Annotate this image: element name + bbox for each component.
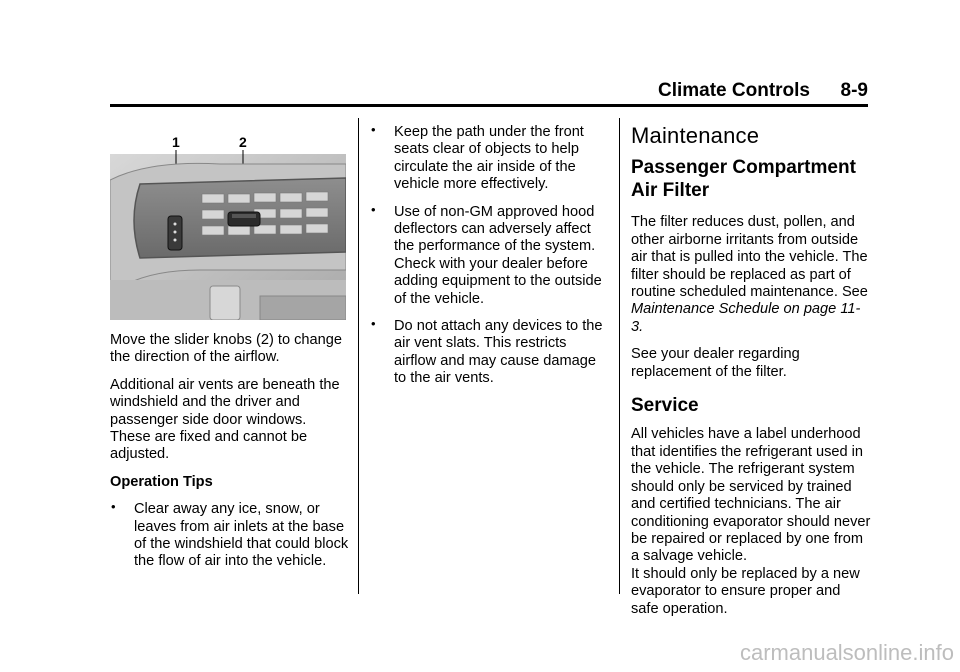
callout-2: 2 xyxy=(239,134,247,150)
column-2 xyxy=(370,124,610,398)
maintenance-heading: Maintenance xyxy=(631,123,760,148)
tips-list-1 xyxy=(110,501,350,571)
slider-paragraph: Move the slider knobs (2) to change the direction of the airflow. xyxy=(110,332,343,366)
bullet-icon: • xyxy=(371,316,376,332)
page-header xyxy=(110,78,868,108)
callout-1: 1 xyxy=(172,134,180,150)
column-divider-2 xyxy=(619,118,620,594)
column-1 xyxy=(110,120,350,581)
additional-vents-paragraph: Additional air vents are beneath the windshield and the driver and passenger side door windows. These are fixed and cannot be adjusted. xyxy=(110,376,340,463)
maintenance-schedule-link[interactable]: Maintenance Schedule on page 11-3. xyxy=(631,301,861,335)
column-3 xyxy=(631,123,871,628)
page-number: 8-9 xyxy=(840,80,868,101)
section-title: Climate Controls xyxy=(657,80,810,101)
service-paragraph: All vehicles have a label underhood that identifies the refrigerant used in the vehicle. The refrigerant system should only be serviced by trained and certified technicians. The air conditioning evaporator should never be repaired or replaced by one from a salvage vehicle. xyxy=(631,426,871,565)
list-item: • Keep the path under the front seats clear of objects to help circulate the air inside of the vehicle more effectively. xyxy=(371,122,584,193)
watermark: carmanualsonline.info xyxy=(739,640,954,665)
air-vent-figure xyxy=(110,120,346,320)
bullet-icon: • xyxy=(371,122,376,137)
bullet-icon: • xyxy=(111,499,116,515)
service-heading: Service xyxy=(631,395,699,417)
list-item: • Do not attach any devices to the air vent slats. This restricts airflow and may cause damage to the air vents. xyxy=(371,316,603,387)
filter-dealer-paragraph: See your dealer regarding replacement of the filter. xyxy=(631,346,800,380)
air-vent-illustration xyxy=(110,120,346,320)
list-item: • Clear away any ice, snow, or leaves from air inlets at the base of the windshield that could block the flow of air into the vehicle. xyxy=(111,499,349,570)
service-paragraph-2: It should only be replaced by a new evaporator to ensure proper and safe operation. xyxy=(631,565,860,617)
operation-tips-heading: Operation Tips xyxy=(110,473,213,490)
filter-paragraph: The filter reduces dust, pollen, and other airborne irritants from outside air that is pulled into the vehicle. The filter should be replaced as part of routine scheduled maintenance. See Maintenance Schedule on page 11-3. xyxy=(631,214,868,335)
header-rule xyxy=(110,104,868,107)
air-filter-heading: Passenger Compartment Air Filter xyxy=(631,157,856,202)
list-item: • Use of non-GM approved hood deflectors can adversely affect the performance of the system. Check with your dealer before adding equipment to the outside of the vehicle. xyxy=(371,201,602,307)
bullet-icon: • xyxy=(371,201,376,217)
column-divider-1 xyxy=(358,118,359,594)
tips-list-2 xyxy=(370,124,610,388)
